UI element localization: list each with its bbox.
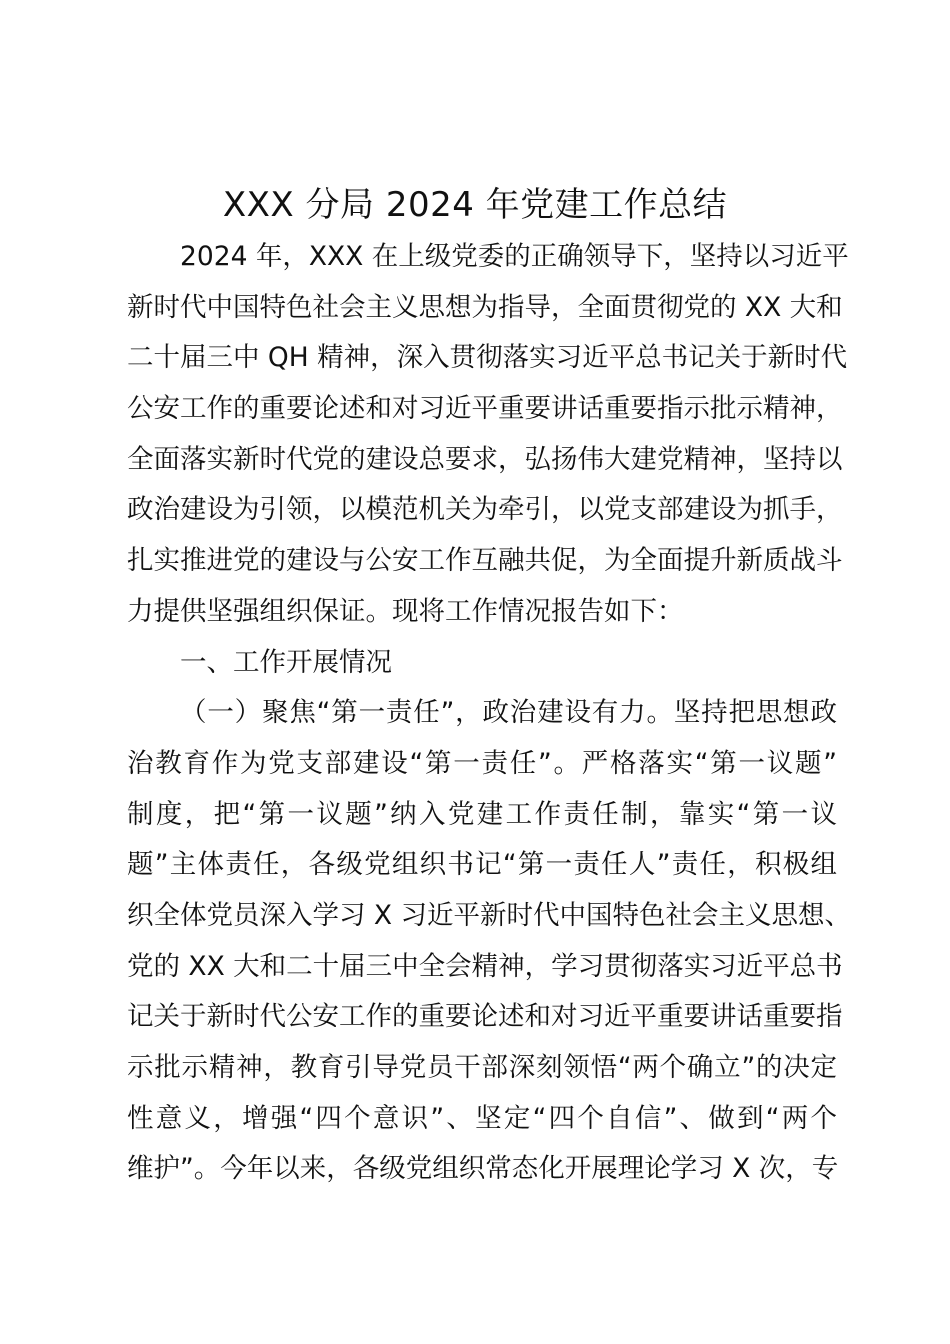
section-heading: 一、工作开展情况: [180, 646, 392, 678]
paragraph-line: 维护”。今年以来，各级党组织常态化开展理论学习 X 次，专: [127, 1153, 839, 1185]
paragraph-line: 题”主体责任，各级党组织书记“第一责任人”责任，积极组: [127, 849, 837, 881]
paragraph-line: 性意义，增强“四个意识”、坚定“四个自信”、做到“两个: [127, 1102, 837, 1134]
paragraph-line: 2024 年，XXX 在上级党委的正确领导下，坚持以习近平: [180, 241, 849, 272]
document-title: XXX 分局 2024 年党建工作总结: [222, 185, 728, 225]
paragraph-line: 力提供坚强组织保证。现将工作情况报告如下：: [127, 595, 684, 627]
paragraph-line: 政治建设为引领，以模范机关为牵引，以党支部建设为抓手，: [127, 494, 843, 526]
paragraph-line: 制度，把“第一议题”纳入党建工作责任制，靠实“第一议: [127, 798, 837, 830]
paragraph-line: 党的 XX 大和二十届三中全会精神，学习贯彻落实习近平总书: [127, 950, 843, 982]
paragraph-line: （一）聚焦“第一责任”，政治建设有力。坚持把思想政: [180, 697, 837, 729]
paragraph-line: 示批示精神，教育引导党员干部深刻领悟“两个确立”的决定: [127, 1052, 837, 1083]
paragraph-line: 新时代中国特色社会主义思想为指导，全面贯彻党的 XX 大和: [127, 291, 843, 323]
paragraph-line: 治教育作为党支部建设“第一责任”。严格落实“第一议题”: [127, 747, 837, 779]
paragraph-line: 记关于新时代公安工作的重要论述和对习近平重要讲话重要指: [127, 1001, 843, 1033]
paragraph-line: 织全体党员深入学习 X 习近平新时代中国特色社会主义思想、: [127, 899, 852, 931]
paragraph-line: 扎实推进党的建设与公安工作互融共促，为全面提升新质战斗: [127, 545, 843, 577]
paragraph-line: 二十届三中 QH 精神，深入贯彻落实习近平总书记关于新时代: [127, 342, 848, 374]
paragraph-line: 公安工作的重要论述和对习近平重要讲话重要指示批示精神，: [127, 393, 843, 425]
document-body: [127, 232, 852, 1195]
paragraph-line: 全面落实新时代党的建设总要求，弘扬伟大建党精神，坚持以: [127, 443, 843, 475]
